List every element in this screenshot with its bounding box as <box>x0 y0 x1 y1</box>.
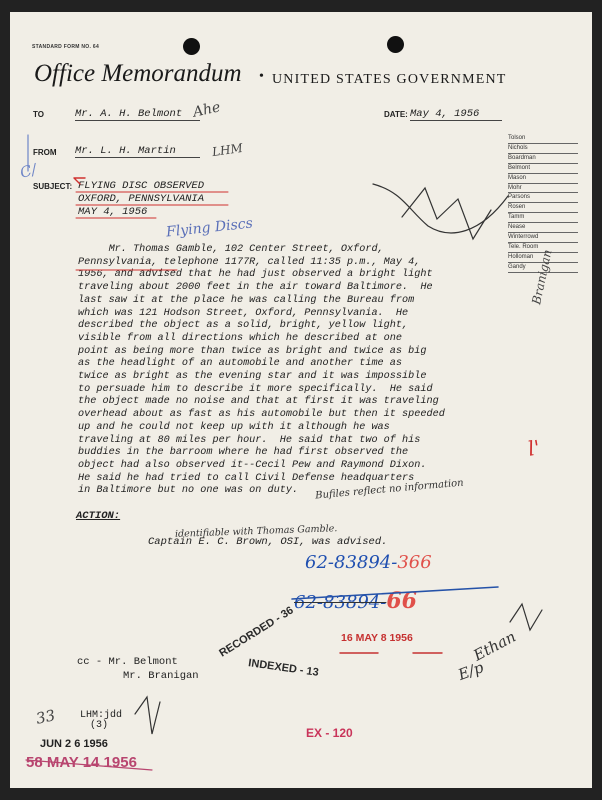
handwritten-branigan: Branigan <box>529 248 555 306</box>
subject-label: SUBJECT: <box>33 182 73 191</box>
body-line: He said he had tried to call Civil Defense headquarters <box>78 472 415 484</box>
subject-line: MAY 4, 1956 <box>78 206 148 218</box>
handwritten-note: identifiable with Thomas Gamble. <box>174 523 338 540</box>
routing-item: Nease <box>508 223 578 233</box>
file-number: 62-83894- <box>305 552 398 573</box>
recorded-stamp: RECORDED - 36 <box>217 604 296 660</box>
cc-line: cc - Mr. Belmont <box>77 656 178 668</box>
handwritten-margin-initials: C/ <box>17 160 39 182</box>
handwritten-flying-discs: Flying Discs <box>165 215 254 241</box>
body-line: overhead about as fast as his automobile but then it speeded <box>78 409 445 421</box>
body-line: Mr. Thomas Gamble, 102 Center Street, Oxford, <box>78 244 384 255</box>
body-line: to persuade him to describe it more specifically. He said <box>78 383 433 395</box>
body-line: 1956, and advised that he had just observed a bright light <box>78 269 433 281</box>
routing-item: Mason <box>508 174 578 184</box>
jun-date-stamp: JUN 2 6 1956 <box>40 738 108 750</box>
body-line: described the object as a solid, bright, yellow light, <box>78 320 409 332</box>
file-number-suffix: 66 <box>386 588 417 614</box>
body-line: twice as bright as the evening star and it was impossible <box>78 371 427 383</box>
body-line: traveling at 80 miles per hour. He said that two of his <box>78 434 421 446</box>
routing-item: Tele. Room <box>508 243 578 253</box>
routing-item: Tolson <box>508 134 578 144</box>
routing-item: Rosen <box>508 203 578 213</box>
handwritten-to-initials: Ahe <box>191 99 222 121</box>
handwritten-from-initials: LHM <box>211 140 244 160</box>
routing-item: Parsons <box>508 193 578 203</box>
file-number-suffix: 366 <box>397 552 432 573</box>
routing-item: Belmont <box>508 164 578 174</box>
body-line: the object made no noise and that at first it was traveling <box>78 396 439 408</box>
routing-item: Boardman <box>508 154 578 164</box>
to-value: Mr. A. H. Belmont <box>75 108 183 120</box>
routing-item: Holloman <box>508 253 578 263</box>
cc-line: Mr. Branigan <box>123 670 199 682</box>
routing-item: Tamm <box>508 213 578 223</box>
date-value: May 4, 1956 <box>410 108 480 120</box>
routing-item: Nichols <box>508 144 578 154</box>
routing-item: Winterrowd <box>508 233 578 243</box>
subject-line: OXFORD, PENNSYLVANIA <box>78 193 205 205</box>
action-text: Captain E. C. Brown, OSI, was advised. <box>148 536 388 548</box>
memo-page <box>10 12 592 788</box>
handwritten-corner-note: 33 <box>34 706 57 728</box>
form-number: STANDARD FORM NO. 64 <box>32 44 100 50</box>
body-line: last saw it at the place he was calling the Bureau from <box>78 294 415 306</box>
body-line: visible from all directions which he described at one <box>78 332 403 344</box>
from-value: Mr. L. H. Martin <box>75 145 176 157</box>
body-line: point as being more than twice as bright and twice as big <box>78 345 427 357</box>
body-line: buddies in the barroom where he had first observed the <box>78 447 409 459</box>
handwritten-note: Bufiles reflect no information <box>314 477 465 502</box>
routing-item: Mohr <box>508 184 578 194</box>
routing-item: Gandy <box>508 263 578 273</box>
may-date-stamp: 58 MAY 14 1956 <box>26 754 137 771</box>
typist-initials: LHM:jdd <box>80 710 123 721</box>
body-line: traveling about 2000 feet in the air toward Baltimore. He <box>78 282 433 294</box>
ex-stamp: EX - 120 <box>306 726 353 740</box>
subject-line: FLYING DISC OBSERVED <box>78 180 205 192</box>
file-number: 62-83894- <box>294 592 387 613</box>
body-line: Pennsylvania, telephone 1177R, called 11:35 p.m., May 4, <box>78 256 421 268</box>
handwritten-letter-mark: l' <box>526 435 542 461</box>
action-label: ACTION: <box>76 510 121 522</box>
body-line: in Baltimore but no one was on duty. <box>78 485 299 497</box>
date-label: DATE: <box>384 110 408 119</box>
annotation-marks <box>10 12 592 788</box>
body-line: as the headlight of an automobile and another time as <box>78 358 403 370</box>
received-date-stamp: 16 MAY 8 1956 <box>341 632 413 644</box>
indexed-stamp: INDEXED - 13 <box>247 657 320 679</box>
to-label: TO <box>33 110 44 119</box>
body-line: object had also observed it--Cecil Pew and Raymond Dixon. <box>78 459 427 471</box>
title-separator: • <box>259 69 266 84</box>
from-label: FROM <box>33 148 57 157</box>
government-label: UNITED STATES GOVERNMENT <box>272 72 507 87</box>
memo-title: Office Memorandum <box>34 60 242 87</box>
body-line: up and he could not keep up with it although he was <box>78 421 390 433</box>
copy-count: (3) <box>90 720 109 731</box>
handwritten-lower-note: Ethan <box>470 627 519 665</box>
handwritten-lower-note: E/p <box>455 658 486 684</box>
body-line: which was 121 Hodson Street, Oxford, Pennsylvania. He <box>78 307 409 319</box>
